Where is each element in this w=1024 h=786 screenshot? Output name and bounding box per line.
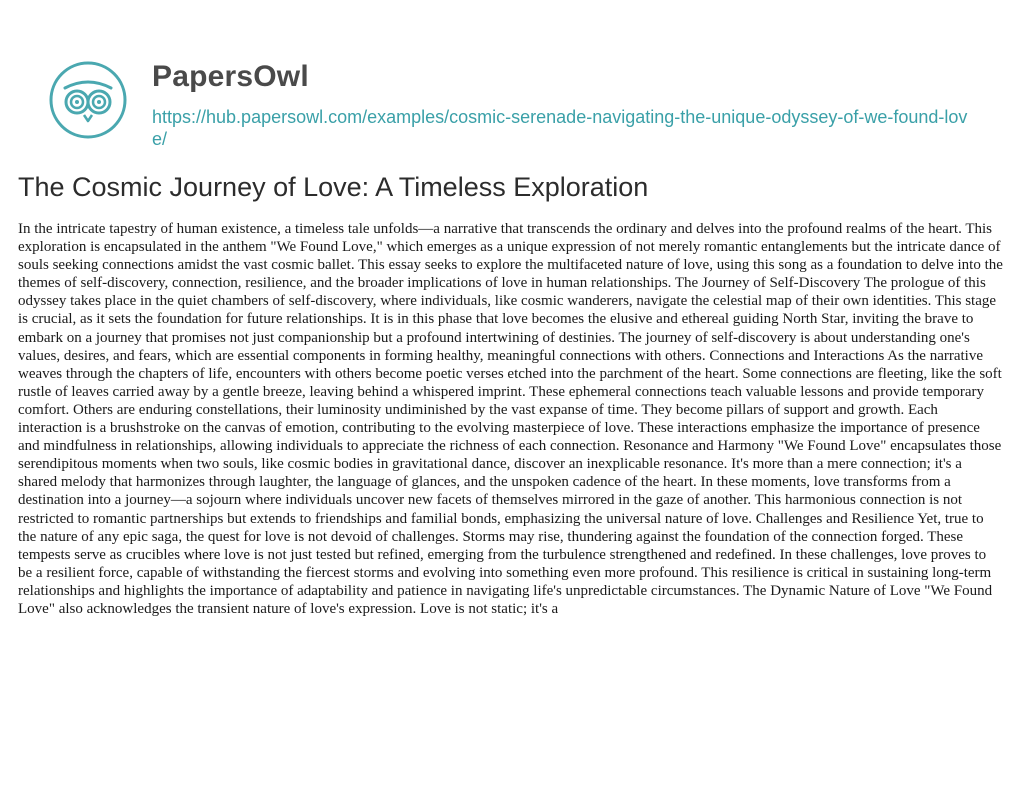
- essay-title: The Cosmic Journey of Love: A Timeless Exploration: [18, 172, 649, 202]
- site-header: [48, 52, 988, 162]
- brand-name: PapersOwl: [152, 60, 309, 93]
- source-url-link[interactable]: https://hub.papersowl.com/examples/cosmic-serenade-navigating-the-unique-odyssey-of-we-found-love/: [152, 107, 968, 149]
- owl-logo-icon[interactable]: [48, 60, 128, 140]
- essay-body: In the intricate tapestry of human existence, a timeless tale unfolds—a narrative that transcends the ordinary and delves into the profound realms of the heart. This exploration is encapsulated in the anthem "We Found Love," which emerges as a unique expression of not merely romantic entanglements but the intricate dance of souls seeking connections amidst the vast cosmic ballet. This essay seeks to explore the multifaceted nature of love, using this song as a foundation to delve into the themes of self-discovery, connection, resilience, and the broader implications of love in human relationships. The Journey of Self-Discovery The prologue of this odyssey takes place in the quiet chambers of self-discovery, where individuals, like cosmic wanderers, navigate the celestial map of their own identities. This stage is crucial, as it sets the foundation for future relationships. It is in this phase that love becomes the elusive and ethereal guiding North Star, inviting the brave to embark on a journey that promises not just companionship but a profound intertwining of destinies. The journey of self-discovery is about understanding one's values, desires, and fears, which are essential components in forming healthy, meaningful connections with others. Connections and Interactions As the narrative weaves through the chapters of life, encounters with others become poetic verses etched into the parchment of the heart. Some connections are fleeting, like the soft rustle of leaves carried away by a gentle breeze, leaving behind a whispered imprint. These ephemeral connections teach valuable lessons and provide temporary comfort. Others are enduring constellations, their luminosity undiminished by the vast expanse of time. They become pillars of support and growth. Each interaction is a brushstroke on the canvas of emotion, contributing to the evolving masterpiece of love. These interactions emphasize the importance of presence and mindfulness in relationships, allowing individuals to appreciate the richness of each connection. Resonance and Harmony "We Found Love" encapsulates those serendipitous moments when two souls, like cosmic bodies in gravitational dance, discover an inexplicable resonance. It's more than a mere connection; it's a shared melody that harmonizes through laughter, the language of glances, and the unspoken cadence of the heart. In these moments, love transforms from a destination into a journey—a sojourn where individuals uncover new facets of themselves mirrored in the gaze of another. This harmonious connection is not restricted to romantic partnerships but extends to friendships and familial bonds, emphasizing the universal nature of love. Challenges and Resilience Yet, true to the nature of any epic saga, the quest for love is not devoid of challenges. Storms may rise, thundering against the foundation of the connection forged. These tempests serve as crucibles where love is not just tested but refined, emerging from the turbulence strengthened and redefined. In these challenges, love proves to be a resilient force, capable of withstanding the fiercest storms and evolving into something even more profound. This resilience is critical in sustaining long-term relationships and highlights the importance of adaptability and patience in navigating life's unpredictable circumstances. The Dynamic Nature of Love "We Found Love" also acknowledges the transient nature of love's expression. Love is not static; it's a: [18, 221, 1003, 617]
